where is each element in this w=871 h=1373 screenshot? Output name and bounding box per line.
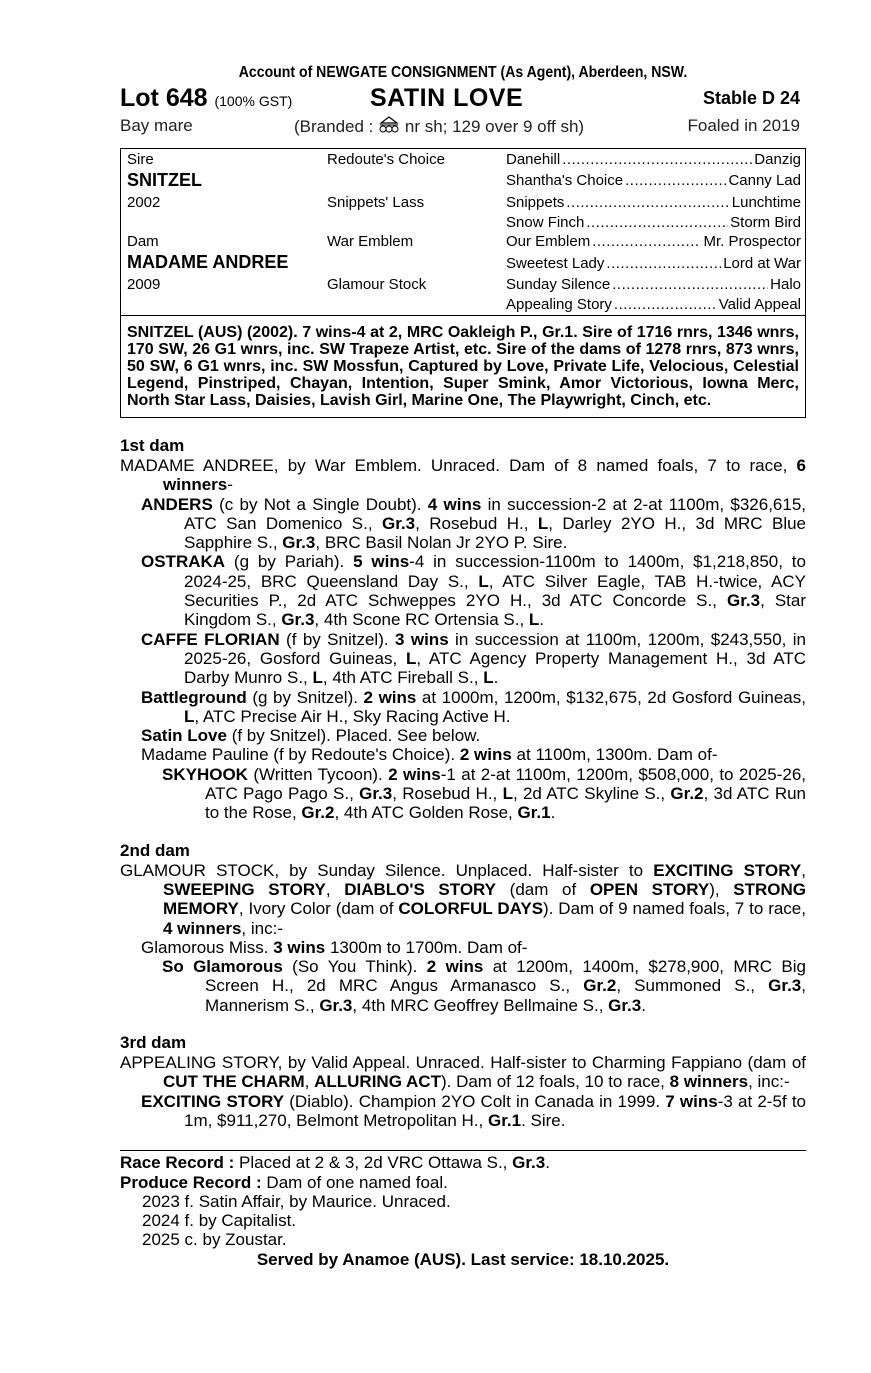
dam-name: MADAME ANDREE	[127, 252, 289, 272]
brand-info: (Branded : nr sh; 129 over 9 off sh)	[294, 117, 585, 136]
first-dam-intro: MADAME ANDREE, by War Emblem. Unraced. Dam of 8 named foals, 7 to race, 6 winners-	[120, 456, 806, 495]
catalogue-page	[120, 62, 806, 1270]
sire-name: SNITZEL	[127, 170, 202, 190]
records-footer	[120, 1150, 806, 1269]
served-note: Served by Anamoe (AUS). Last service: 18.10.2025.	[256, 1249, 670, 1269]
brand-icon	[378, 116, 400, 134]
sex-colour: Bay mare	[120, 116, 193, 135]
second-dam-section	[120, 841, 806, 1015]
dam-label: Dam	[127, 233, 159, 250]
horse-name: SATIN LOVE	[370, 84, 524, 112]
vendor-line: Account of NEWGATE CONSIGNMENT (As Agent), Aberdeen, NSW.	[238, 64, 688, 81]
pedigree-g3-row: Snow Finch ..... Storm Bird	[506, 214, 801, 231]
pedigree-g3-row: Danehill ..... Danzig	[506, 151, 801, 168]
sire-label: Sire	[127, 151, 154, 168]
progeny-entry: So Glamorous (So You Think). 2 wins at 1200m, 1400m, $278,900, MRC Big Screen H., 2d MRC Angus Armanasco S., Gr.2, Summoned S., Gr.3, Mannerism S., Gr.3, 4th MRC Geoffrey Bellmaine S., Gr.3.	[162, 957, 807, 1015]
dam-sire: War Emblem	[327, 233, 414, 250]
sire-sire: Redoute's Choice	[327, 151, 445, 168]
progeny-entry: CAFFE FLORIAN (f by Snitzel). 3 wins in succession at 1100m, 1200m, $243,550, in 2025-26, Gosford Guineas, L, ATC Agency Property Management H., 3d ATC Darby Munro S., L, 4th ATC Fireball S., L.	[141, 629, 807, 688]
dam-year: 2009	[127, 276, 161, 293]
first-dam-heading: 1st dam	[120, 436, 185, 455]
third-dam-progeny	[120, 1092, 806, 1131]
third-dam-intro: APPEALING STORY, by Valid Appeal. Unraced. Half-sister to Charming Fappiano (dam of CUT THE CHARM, ALLURING ACT). Dam of 12 foals, 10 to race, 8 winners, inc:-	[120, 1053, 806, 1092]
produce-item: 2025 c. by Zoustar.	[142, 1230, 287, 1250]
sire-summary: SNITZEL (AUS) (2002). 7 wins-4 at 2, MRC Oakleigh P., Gr.1. Sire of 1716 rnrs, 1346 wnrs, 170 SW, 26 G1 wnrs, inc. SW Trapeze Artist, etc. Sire of the dams of 1278 rnrs, 873 wnrs, 50 SW, 6 G1 wnrs, inc. SW Mossfun, Captured by Love, Private Life, Velocious, Celestial Legend, Pinstriped, Chayan, Intention, Super Smink, Amor Victorious, Iowna Merc, North Star Lass, Daisies, Lavish Girl, Marine One, The Playwright, Cinch, etc.	[120, 316, 806, 418]
race-record: Race Record : Placed at 2 & 3, 2d VRC Ottawa S., Gr.3.	[120, 1153, 550, 1173]
dam-dam: Glamour Stock	[327, 276, 427, 293]
pedigree-g3-row: Our Emblem ..... Mr. Prospector	[506, 233, 801, 250]
pedigree-g3-row: Shantha's Choice ..... Canny Lad	[506, 172, 801, 189]
progeny-entry: SKYHOOK (Written Tycoon). 2 wins-1 at 2-at 1100m, 1200m, $508,000, to 2025-26, ATC Pago Pago S., Gr.3, Rosebud H., L, 2d ATC Skyline S., Gr.2, 3d ATC Run to the Rose, Gr.2, 4th ATC Golden Rose, Gr.1.	[162, 764, 807, 823]
produce-record: Produce Record : Dam of one named foal.	[120, 1172, 448, 1192]
sub-row	[120, 116, 806, 142]
lot-number: Lot 648 (100% GST)	[120, 84, 293, 112]
progeny-entry: OSTRAKA (g by Pariah). 5 wins-4 in succession-1100m to 1400m, $1,218,850, to 2024-25, BRC Queensland Day S., L, ATC Silver Eagle, TAB H.-twice, ACY Securities P., 2d ATC Schweppes 2YO H., 3d ATC Concorde S., Gr.3, Star Kingdom S., Gr.3, 4th Scone RC Ortensia S., L.	[141, 552, 806, 630]
progeny-entry: Madame Pauline (f by Redoute's Choice). 2 wins at 1100m, 1300m. Dam of-	[141, 745, 718, 765]
produce-item: 2023 f. Satin Affair, by Maurice. Unraced.	[142, 1191, 451, 1211]
pedigree-g3-row: Sweetest Lady ..... Lord at War	[506, 255, 801, 272]
pedigree-table	[120, 148, 806, 316]
first-dam-section	[120, 436, 806, 823]
second-dam-intro: GLAMOUR STOCK, by Sunday Silence. Unplaced. Half-sister to EXCITING STORY, SWEEPING STORY, DIABLO'S STORY (dam of OPEN STORY), STRONG MEMORY, Ivory Color (dam of COLORFUL DAYS). Dam of 9 named foals, 7 to race, 4 winners, inc:-	[120, 860, 806, 938]
pedigree-g3-row: Sunday Silence ..... Halo	[506, 276, 801, 293]
progeny-entry: ANDERS (c by Not a Single Doubt). 4 wins in succession-2 at 2-at 1100m, $326,615, ATC San Domenico S., Gr.3, Rosebud H., L, Darley 2YO H., 3d MRC Blue Sapphire S., Gr.3, BRC Basil Nolan Jr 2YO P. Sire.	[141, 494, 807, 553]
pedigree-g3-row: Snippets ..... Lunchtime	[506, 194, 801, 211]
produce-item: 2024 f. by Capitalist.	[142, 1211, 297, 1231]
stable-number: Stable D 24	[702, 88, 800, 108]
gst-note: (100% GST)	[214, 93, 293, 109]
progeny-entry: Glamorous Miss. 3 wins 1300m to 1700m. Dam of-	[141, 937, 528, 957]
progeny-entry: Satin Love (f by Snitzel). Placed. See below.	[141, 726, 481, 746]
progeny-entry: Battleground (g by Snitzel). 2 wins at 1000m, 1200m, $132,675, 2d Gosford Guineas, L, ATC Precise Air H., Sky Racing Active H.	[141, 687, 806, 726]
second-dam-heading: 2nd dam	[120, 840, 190, 860]
third-dam-heading: 3rd dam	[120, 1033, 187, 1053]
second-dam-progeny	[120, 938, 806, 1015]
title-row	[120, 84, 806, 114]
sire-year: 2002	[127, 194, 161, 211]
foaled-year: Foaled in 2019	[687, 116, 800, 135]
third-dam-section	[120, 1033, 806, 1130]
progeny-entry: EXCITING STORY (Diablo). Champion 2YO Colt in Canada in 1999. 7 wins-3 at 2-5f to 1m, $911,270, Belmont Metropolitan H., Gr.1. Sire.	[141, 1091, 806, 1130]
sire-dam: Snippets' Lass	[327, 194, 425, 211]
pedigree-g3-row: Appealing Story ..... Valid Appeal	[506, 296, 801, 313]
first-dam-progeny	[120, 495, 806, 823]
